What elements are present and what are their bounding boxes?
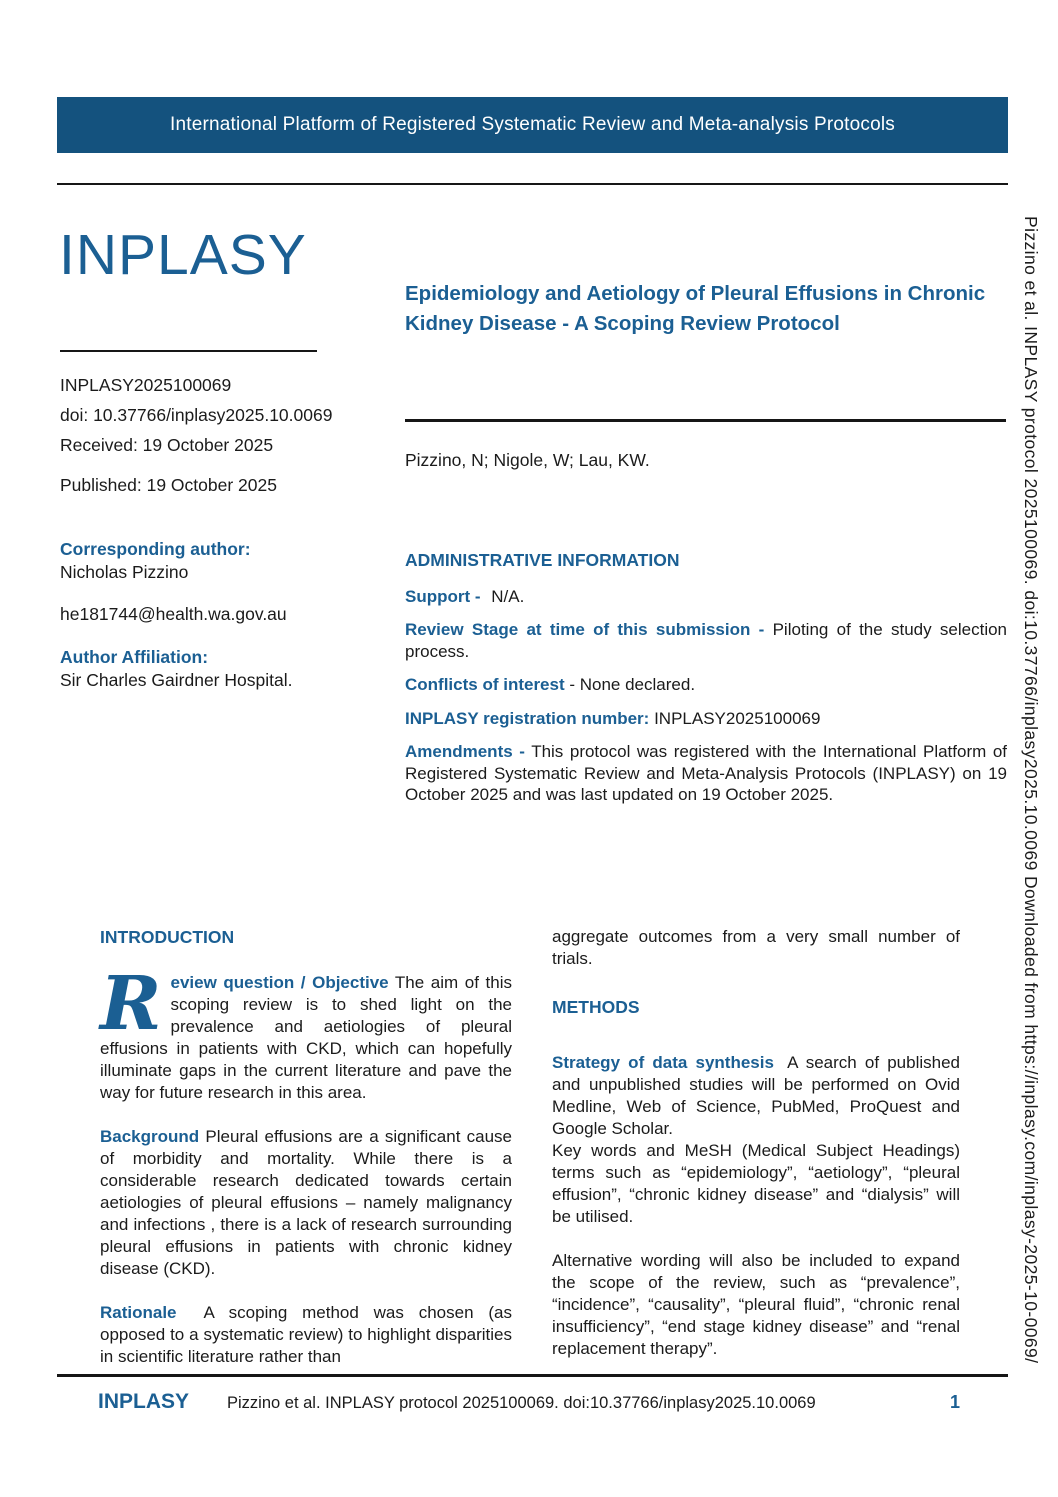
published-date: Published: 19 October 2025 <box>60 475 277 495</box>
introduction-heading: INTRODUCTION <box>100 927 235 947</box>
methods-heading: METHODS <box>552 997 640 1017</box>
footer-divider <box>57 1374 1008 1377</box>
vertical-citation-text: Pizzino et al. INPLASY protocol 2025100069. doi:10.37766/inplasy2025.10.0069 Downloaded from https://inplasy.com/inplasy-2025-10-0069/ <box>1021 216 1041 1364</box>
methods-column <box>552 926 960 1377</box>
authors-line: Pizzino, N; Nigole, W; Lau, KW. <box>405 450 650 470</box>
strategy-label: Strategy of data synthesis <box>552 1053 774 1072</box>
platform-banner-text: International Platform of Registered Systematic Review and Meta-analysis Protocols <box>170 114 895 135</box>
review-stage-label: Review Stage at time of this submission - <box>405 620 765 639</box>
received-date: Received: 19 October 2025 <box>60 435 274 455</box>
title-divider <box>405 419 1006 422</box>
introduction-column <box>100 926 512 1368</box>
rationale-paragraph <box>100 1302 512 1368</box>
article-title: Epidemiology and Aetiology of Pleural Effusions in Chronic Kidney Disease - A Scoping Review Protocol <box>405 282 986 335</box>
registration-id: INPLASY2025100069 <box>60 375 232 395</box>
background-text: Pleural effusions are a significant cause of morbidity and mortality. While there is a considerable research dedicated towards certain aetiologies of pleural effusions – namely malignancy and infections , there is a lack of research surrounding pleural effusions in patients with chronic kidney disease (CKD). <box>100 1127 512 1278</box>
amendments-paragraph <box>405 741 1007 806</box>
support-label: Support - <box>405 586 481 606</box>
admin-heading: ADMINISTRATIVE INFORMATION <box>405 550 680 570</box>
conflicts-paragraph <box>405 674 1007 696</box>
review-stage-paragraph <box>405 619 1007 662</box>
support-paragraph <box>405 586 1007 608</box>
review-stage-text: Piloting of the study selection process. <box>405 620 1008 661</box>
rationale-continuation: aggregate outcomes from a very small number of trials. <box>552 927 960 968</box>
inplasy-logo: INPLASY <box>59 223 307 287</box>
strategy-text: A search of published and unpublished studies will be performed on Ovid Medline, Web of Science, PubMed, ProQuest and Google Scholar. <box>552 1053 960 1138</box>
corresponding-author-label: Corresponding author: <box>60 539 251 559</box>
alternative-wording-paragraph: Alternative wording will also be included to expand the scope of the review, such as “prevalence”, “incidence”, “causality”, “pleural fluid”, “chronic renal insufficiency”, “end stage kidney disease” and “renal replacement therapy”. <box>552 1251 960 1358</box>
page-footer <box>98 1390 960 1414</box>
affiliation-label: Author Affiliation: <box>60 647 209 667</box>
rationale-label: Rationale <box>100 1303 177 1322</box>
rationale-text: A scoping method was chosen (as opposed to a systematic review) to highlight disparities in scientific literature rather than <box>100 1303 512 1366</box>
page-number: 1 <box>949 1392 960 1412</box>
amendments-label: Amendments - <box>405 742 525 761</box>
review-question-label: eview question / Objective <box>170 973 389 992</box>
background-paragraph <box>100 1126 512 1280</box>
conflicts-text: - None declared. <box>569 675 696 694</box>
background-label: Background <box>100 1127 200 1146</box>
administrative-information-section <box>405 550 1007 818</box>
logo-divider <box>60 350 317 352</box>
footer-citation: Pizzino et al. INPLASY protocol 2025100069. doi:10.37766/inplasy2025.10.0069 <box>227 1394 816 1412</box>
registration-value: INPLASY2025100069 <box>654 708 821 728</box>
doi-line: doi: 10.37766/inplasy2025.10.0069 <box>60 405 333 425</box>
dropcap-letter: R <box>100 961 162 1047</box>
support-text: N/A. <box>491 586 525 606</box>
footer-logo: INPLASY <box>98 1390 190 1413</box>
corresponding-author-name: Nicholas Pizzino <box>60 562 189 582</box>
keywords-text: Key words and MeSH (Medical Subject Headings) terms such as “epidemiology”, “aetiology”, “pleural effusion”, “chronic kidney disease” and “dialysis” will be utilised. <box>552 1141 960 1226</box>
protocol-meta <box>60 374 332 504</box>
corresponding-author-email: he181744@health.wa.gov.au <box>60 604 287 624</box>
affiliation-name: Sir Charles Gairdner Hospital. <box>60 670 293 690</box>
header-divider <box>57 183 1008 185</box>
review-question-paragraph <box>100 961 512 1104</box>
review-question-text: The aim of this scoping review is to shed light on the prevalence and aetiologies of pleural effusions in patients with CKD, which can hopefully illuminate gaps in the current literature and pave the way for future research in this area. <box>100 973 512 1102</box>
platform-banner <box>57 97 1008 153</box>
registration-paragraph <box>405 708 1007 730</box>
strategy-paragraph <box>552 1052 960 1228</box>
conflicts-label: Conflicts of interest <box>405 675 565 694</box>
amendments-text: This protocol was registered with the International Platform of Registered Systematic Review and Meta-Analysis Protocols (INPLASY) on 19 October 2025 and was last updated on 19 October 2025. <box>405 742 1008 804</box>
contact-block <box>60 538 292 692</box>
registration-label: INPLASY registration number: <box>405 708 650 728</box>
